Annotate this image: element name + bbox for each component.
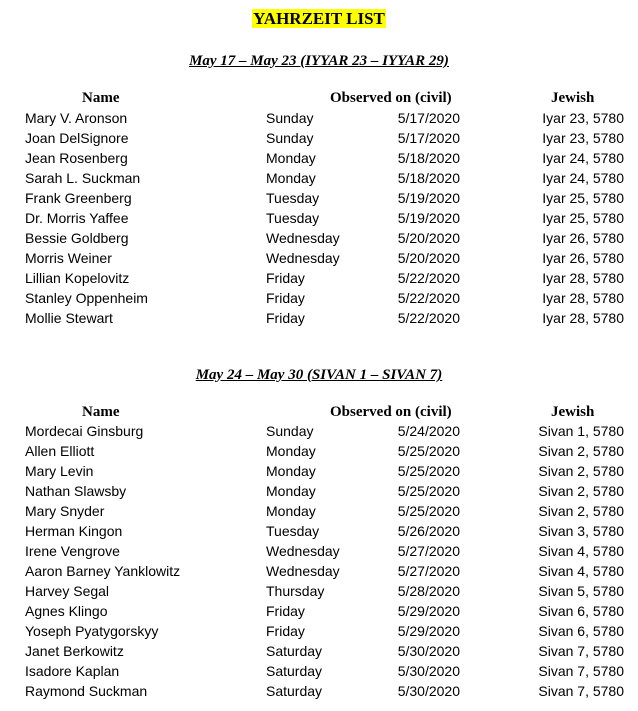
column-header-name: Name [82, 90, 120, 106]
section-heading: May 17 – May 23 (IYYAR 23 – IYYAR 29) [189, 53, 449, 69]
table-row [0, 208, 638, 228]
table-row [0, 461, 638, 481]
jewish-date-cell: Iyar 23, 5780 [542, 110, 624, 126]
weekday-cell: Wednesday [266, 543, 340, 559]
weekday-cell: Saturday [266, 663, 323, 679]
name-cell: Dr. Morris Yaffee [25, 210, 129, 226]
civil-date-cell: 5/19/2020 [397, 190, 460, 206]
civil-date-cell: 5/18/2020 [397, 170, 460, 186]
weekday-cell: Monday [266, 150, 316, 166]
table-row [0, 601, 638, 621]
column-header-observed: Observed on (civil) [330, 404, 452, 420]
civil-date-cell: 5/27/2020 [397, 563, 460, 579]
weekday-cell: Monday [266, 463, 316, 479]
jewish-date-cell: Iyar 23, 5780 [542, 130, 624, 146]
weekday-cell: Friday [266, 603, 305, 619]
jewish-date-cell: Iyar 28, 5780 [542, 270, 624, 286]
civil-date-cell: 5/29/2020 [397, 623, 460, 639]
jewish-date-cell: Iyar 26, 5780 [542, 230, 624, 246]
table-row [0, 421, 638, 441]
table-row [0, 168, 638, 188]
weekday-cell: Thursday [266, 583, 325, 599]
weekday-cell: Sunday [266, 110, 314, 126]
name-cell: Agnes Klingo [25, 603, 108, 619]
weekday-cell: Tuesday [266, 190, 320, 206]
weekday-cell: Sunday [266, 130, 314, 146]
table-row [0, 561, 638, 581]
civil-date-cell: 5/25/2020 [397, 463, 460, 479]
civil-date-cell: 5/24/2020 [397, 423, 460, 439]
page-title-text: YAHRZEIT LIST [253, 9, 385, 28]
weekday-cell: Monday [266, 443, 316, 459]
yahrzeit-table-week-2 [0, 421, 638, 701]
jewish-date-cell: Sivan 6, 5780 [538, 603, 624, 619]
table-row [0, 248, 638, 268]
jewish-date-cell: Sivan 5, 5780 [538, 583, 624, 599]
name-cell: Mordecai Ginsburg [25, 423, 144, 439]
jewish-date-cell: Sivan 4, 5780 [538, 563, 624, 579]
jewish-date-cell: Iyar 24, 5780 [542, 150, 624, 166]
name-cell: Irene Vengrove [25, 543, 120, 559]
weekday-cell: Saturday [266, 643, 323, 659]
table-row [0, 621, 638, 641]
weekday-cell: Wednesday [266, 230, 340, 246]
weekday-cell: Sunday [266, 423, 314, 439]
civil-date-cell: 5/25/2020 [397, 443, 460, 459]
table-row [0, 641, 638, 661]
table-row [0, 681, 638, 701]
jewish-date-cell: Sivan 2, 5780 [538, 483, 624, 499]
civil-date-cell: 5/25/2020 [397, 483, 460, 499]
column-header-name: Name [82, 404, 120, 420]
column-header-observed: Observed on (civil) [330, 90, 452, 106]
name-cell: Mollie Stewart [25, 310, 113, 326]
table-row [0, 288, 638, 308]
table-row [0, 228, 638, 248]
table-row [0, 308, 638, 328]
column-header-jewish: Jewish [551, 404, 595, 420]
jewish-date-cell: Sivan 7, 5780 [538, 663, 624, 679]
jewish-date-cell: Iyar 28, 5780 [542, 310, 624, 326]
civil-date-cell: 5/22/2020 [397, 270, 460, 286]
table-row [0, 541, 638, 561]
table-row [0, 521, 638, 541]
jewish-date-cell: Sivan 4, 5780 [538, 543, 624, 559]
table-row [0, 188, 638, 208]
weekday-cell: Saturday [266, 683, 323, 699]
jewish-date-cell: Sivan 2, 5780 [538, 463, 624, 479]
name-cell: Yoseph Pyatygorskyy [25, 623, 159, 639]
name-cell: Herman Kingon [25, 523, 123, 539]
weekday-cell: Friday [266, 270, 305, 286]
civil-date-cell: 5/22/2020 [397, 310, 460, 326]
weekday-cell: Monday [266, 483, 316, 499]
name-cell: Mary V. Aronson [25, 110, 128, 126]
name-cell: Aaron Barney Yanklowitz [25, 563, 181, 579]
weekday-cell: Wednesday [266, 250, 340, 266]
name-cell: Sarah L. Suckman [25, 170, 141, 186]
jewish-date-cell: Iyar 25, 5780 [542, 190, 624, 206]
name-cell: Allen Elliott [25, 443, 95, 459]
name-cell: Stanley Oppenheim [25, 290, 148, 306]
table-row [0, 441, 638, 461]
civil-date-cell: 5/18/2020 [397, 150, 460, 166]
civil-date-cell: 5/26/2020 [397, 523, 460, 539]
name-cell: Raymond Suckman [25, 683, 148, 699]
name-cell: Jean Rosenberg [25, 150, 128, 166]
civil-date-cell: 5/29/2020 [397, 603, 460, 619]
weekday-cell: Wednesday [266, 563, 340, 579]
jewish-date-cell: Iyar 25, 5780 [542, 210, 624, 226]
yahrzeit-table-week-1 [0, 108, 638, 328]
name-cell: Frank Greenberg [25, 190, 132, 206]
table-row [0, 128, 638, 148]
civil-date-cell: 5/22/2020 [397, 290, 460, 306]
column-header-jewish: Jewish [551, 90, 595, 106]
jewish-date-cell: Sivan 7, 5780 [538, 683, 624, 699]
weekday-cell: Friday [266, 623, 305, 639]
page-title [0, 8, 638, 30]
name-cell: Harvey Segal [25, 583, 110, 599]
civil-date-cell: 5/27/2020 [397, 543, 460, 559]
table-row [0, 501, 638, 521]
table-row [0, 268, 638, 288]
weekday-cell: Friday [266, 290, 305, 306]
table-row [0, 661, 638, 681]
name-cell: Mary Levin [25, 463, 94, 479]
section-heading: May 24 – May 30 (SIVAN 1 – SIVAN 7) [195, 367, 443, 383]
jewish-date-cell: Iyar 28, 5780 [542, 290, 624, 306]
civil-date-cell: 5/28/2020 [397, 583, 460, 599]
jewish-date-cell: Sivan 1, 5780 [538, 423, 624, 439]
name-cell: Janet Berkowitz [25, 643, 124, 659]
civil-date-cell: 5/19/2020 [397, 210, 460, 226]
name-cell: Joan DelSignore [25, 130, 129, 146]
civil-date-cell: 5/30/2020 [397, 643, 460, 659]
name-cell: Nathan Slawsby [25, 483, 127, 499]
civil-date-cell: 5/25/2020 [397, 503, 460, 519]
civil-date-cell: 5/30/2020 [397, 683, 460, 699]
jewish-date-cell: Sivan 7, 5780 [538, 643, 624, 659]
civil-date-cell: 5/17/2020 [397, 110, 460, 126]
name-cell: Isadore Kaplan [25, 663, 120, 679]
civil-date-cell: 5/20/2020 [397, 250, 460, 266]
jewish-date-cell: Iyar 26, 5780 [542, 250, 624, 266]
weekday-cell: Monday [266, 503, 316, 519]
weekday-cell: Friday [266, 310, 305, 326]
jewish-date-cell: Sivan 6, 5780 [538, 623, 624, 639]
name-cell: Morris Weiner [25, 250, 112, 266]
table-row [0, 481, 638, 501]
jewish-date-cell: Sivan 2, 5780 [538, 443, 624, 459]
name-cell: Mary Snyder [25, 503, 105, 519]
table-row [0, 108, 638, 128]
weekday-cell: Tuesday [266, 210, 320, 226]
jewish-date-cell: Iyar 24, 5780 [542, 170, 624, 186]
table-row [0, 581, 638, 601]
jewish-date-cell: Sivan 2, 5780 [538, 503, 624, 519]
civil-date-cell: 5/30/2020 [397, 663, 460, 679]
weekday-cell: Monday [266, 170, 316, 186]
table-row [0, 148, 638, 168]
jewish-date-cell: Sivan 3, 5780 [538, 523, 624, 539]
name-cell: Bessie Goldberg [25, 230, 129, 246]
civil-date-cell: 5/20/2020 [397, 230, 460, 246]
name-cell: Lillian Kopelovitz [25, 270, 130, 286]
weekday-cell: Tuesday [266, 523, 320, 539]
civil-date-cell: 5/17/2020 [397, 130, 460, 146]
